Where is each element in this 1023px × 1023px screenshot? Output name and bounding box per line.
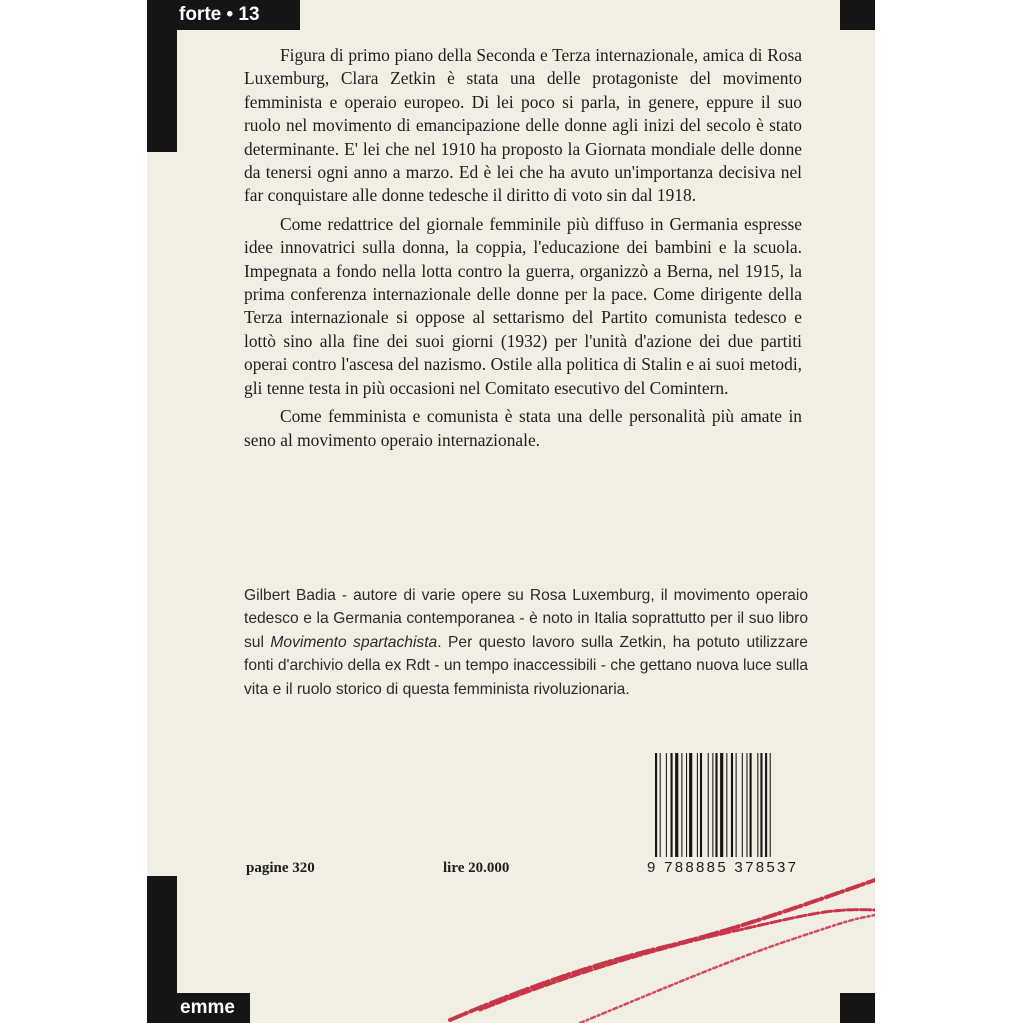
- publisher-name-vertical: erre: [5, 952, 26, 1004]
- author-note-text: . Per questo lavoro sulla Zetkin, ha potuto utilizzare fonti d'archivio della ex Rdt - un tempo inaccessibili - che gettano nuova luce sulla vita e il ruolo storico di questa femminista rivoluzionaria.: [244, 633, 808, 698]
- corner-mark-top-right: [840, 0, 875, 30]
- barcode-bar: [770, 753, 771, 857]
- barcode-bar: [689, 753, 692, 857]
- publisher-name: emme: [180, 997, 235, 1018]
- barcode-bar: [760, 753, 762, 857]
- author-note: [244, 584, 808, 701]
- series-name-vertical: il pensiero: [4, 45, 25, 146]
- page-count: pagine 320: [246, 860, 315, 876]
- barcode-bar: [757, 753, 758, 857]
- barcode-bar: [671, 753, 673, 857]
- barcode-bar: [666, 753, 667, 857]
- blurb-paragraph: Come redattrice del giornale femminile più diffuso in Germania espresse idee innovatrici sulla donna, la coppia, l'educazione dei bambini e la scuola. Impegnata a fondo nella lotta contro la guerra, organizzò a Berna, nel 1915, la prima conferenza internazionale delle donne per la pace. Come dirigente della Terza internazionale si oppose al settarismo del Partito comunista tedesco e lottò sino alla fine dei suoi giorni (1932) per l'unità d'azione dei due partiti operai contro l'ascesa del nazismo. Ostile alla politica di Stalin e ai suoi metodi, gli tenne testa in più occasioni nel Comitato esecutivo del Comintern.: [244, 213, 802, 398]
- barcode-bar: [708, 753, 709, 857]
- barcode-bar: [681, 753, 682, 857]
- barcode-bar: [746, 753, 747, 857]
- barcode-bar: [720, 753, 723, 857]
- series-top-band: [147, 0, 300, 30]
- blurb: [244, 44, 802, 457]
- barcode-bar: [712, 753, 713, 857]
- barcode-bar: [736, 753, 737, 857]
- barcode-bar: [700, 753, 702, 857]
- barcode-bar: [715, 753, 717, 857]
- red-scribble-decoration: [430, 870, 875, 1023]
- barcode-bar: [726, 753, 727, 857]
- series-number: forte • 13: [179, 4, 260, 25]
- barcode-bar: [742, 753, 743, 857]
- isbn-barcode: [647, 753, 807, 883]
- corner-mark-bottom-right: [840, 993, 875, 1023]
- barcode-bar: [660, 753, 661, 857]
- author-note-text: Gilbert Badia - autore di varie opere su Rosa Luxemburg, il movimento operaio tedesco e la Germania contemporanea - è noto in Italia soprattutto per il suo libro sul: [244, 587, 808, 651]
- barcode-bar: [675, 753, 678, 857]
- barcode-bar: [686, 753, 687, 857]
- publisher-bottom-band: [147, 993, 250, 1023]
- barcode-bars: [655, 753, 807, 857]
- barcode-bar: [697, 753, 698, 857]
- barcode-bar: [731, 753, 733, 857]
- barcode-digits: 9 788885 378537: [647, 859, 799, 876]
- barcode-bar: [655, 753, 657, 857]
- blurb-paragraph: Figura di primo piano della Seconda e Terza internazionale, amica di Rosa Luxemburg, Clara Zetkin è stata una delle protagoniste del movimento femminista e operaio europeo. Di lei poco si parla, in genere, eppure il suo ruolo nel movimento di emancipazione delle donne agli inizi del secolo è stato determinante. E' lei che nel 1910 ha proposto la Giornata mondiale delle donne da tenersi ogni anno a marzo. Ed è lei che ha avuto un'importanza decisiva nel far conquistare alle donne tedesche il diritto di voto sin dal 1918.: [244, 45, 802, 206]
- blurb-paragraph: Come femminista e comunista è stata una delle personalità più amate in seno al movimento operaio internazionale.: [244, 406, 802, 450]
- book-title: Movimento spartachista: [270, 633, 438, 651]
- barcode-bar: [750, 753, 752, 857]
- price: lire 20.000: [443, 860, 510, 876]
- barcode-bar: [765, 753, 767, 857]
